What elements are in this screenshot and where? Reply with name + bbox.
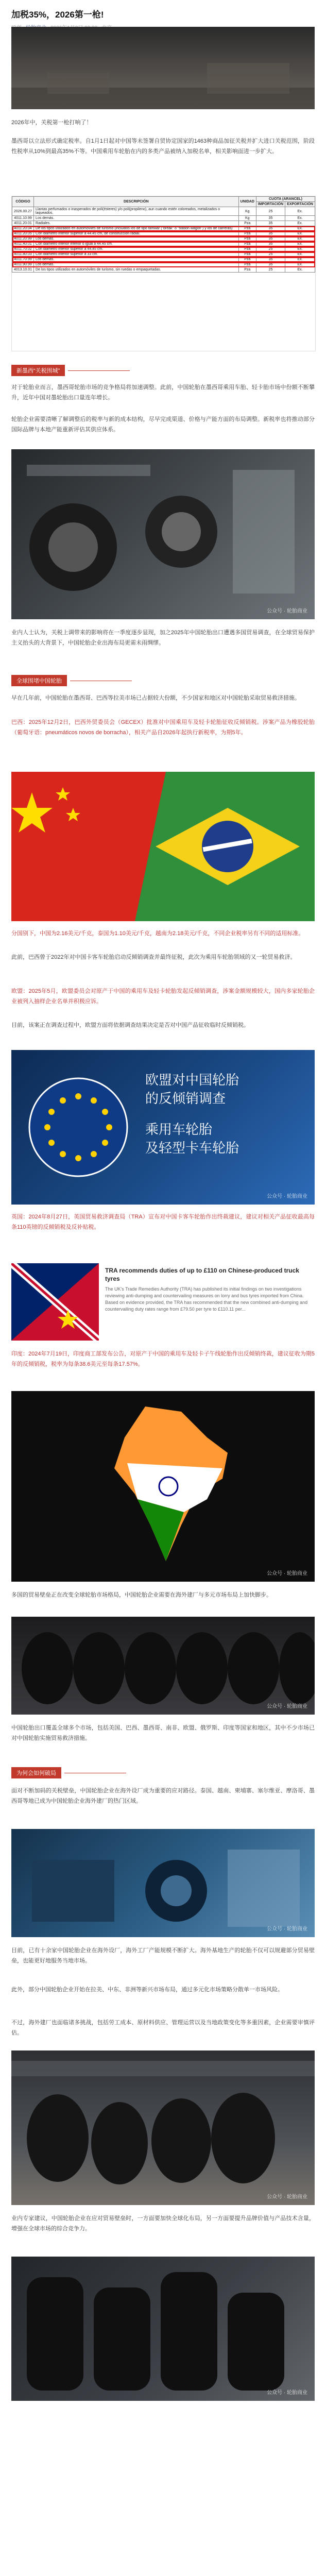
body-paragraph: 业内专家建议，中国轮胎企业在应对贸易壁垒时，一方面要加快全球化布局，另一方面要提升品牌价值与产品技术含量，增强在全球市场的综合竞争力。 xyxy=(11,2215,315,2232)
tariff-row xyxy=(12,267,315,273)
body-paragraph: 目前，已有十余家中国轮胎企业在海外设厂，海外工厂产能规模不断扩大。海外基地生产的轮胎不仅可以规避部分贸易壁垒，也能更好地服务当地市场。 xyxy=(11,1947,315,1964)
production-line-image xyxy=(11,1829,315,1937)
tariff-cell-desc: Llantas perfumados o inasperados de poli(ésteres) y/o poli(propileno), aun cuando estén coloreados, metalizados o laqueados. xyxy=(34,207,239,216)
tariff-cell-exp: Ex. xyxy=(285,247,315,252)
eu-banner-line-2: 的反倾销调查 xyxy=(145,1091,226,1106)
body-paragraph: 业内人士认为，关税上调带来的影响将在一季度逐步显现，加之2025年中国轮胎出口遭遇多国贸易调查，在全球贸易保护主义抬头的大背景下，中国轮胎企业出海布局更需未雨绸缪。 xyxy=(11,630,315,646)
tariff-cell-desc: Los demás. xyxy=(34,262,239,267)
tra-news-card xyxy=(11,1263,315,1341)
uk-paragraph: 英国：2024年8月27日，英国贸易救济调查局（TRA）宣布对中国卡客车轮胎作出终裁建议，建议对相关产品征收最高每条110英镑的反倾销税及反补贴税。 xyxy=(11,1214,315,1230)
col-quota-header: CUOTA (ARANCEL) xyxy=(256,197,315,202)
tariff-cell-imp: 35 xyxy=(256,262,285,267)
body-paragraph: 多国的贸易壁垒正在改变全球轮胎市场格局，中国轮胎企业需要在海外建厂与多元市场布局上加快脚步。 xyxy=(11,1592,272,1598)
tariff-cell-desc: Radiales. xyxy=(34,221,239,226)
tariff-cell-unit: Pza xyxy=(238,242,256,247)
tariff-cell-unit: Pza xyxy=(238,247,256,252)
body-paragraph: 此前，巴西曾于2022年对中国卡客车轮胎启动反倾销调查并最终征税，此次为乘用车轮胎领域的又一轮贸易救济。 xyxy=(11,954,296,960)
tariff-row xyxy=(12,257,315,262)
india-map-image xyxy=(11,1391,315,1582)
body-paragraph: 面对不断加码的关税壁垒，中国轮胎企业在海外设厂成为重要的应对路径。泰国、越南、柬埔寨、塞尔维亚、摩洛哥、墨西哥等地已成为中国轮胎企业海外建厂的热门区域。 xyxy=(11,1788,315,1804)
tariff-row xyxy=(12,207,315,216)
tariff-cell-code: 4011.20.04 xyxy=(12,226,34,231)
tariff-cell-desc: Con diámetro interior superior a 33 cm. xyxy=(34,252,239,257)
tariff-cell-unit: Pza xyxy=(238,267,256,273)
image-watermark: 公众号 · 轮胎商业 xyxy=(267,1704,307,1709)
tariff-cell-imp: 35 xyxy=(256,242,285,247)
image-watermark: 公众号 · 轮胎商业 xyxy=(267,608,307,614)
tariff-cell-exp: Ex. xyxy=(285,236,315,242)
tariff-cell-desc: Los demás. xyxy=(34,257,239,262)
tariff-cell-code: 4011.40.01 xyxy=(12,242,34,247)
tariff-cell-desc: Con diámetro interior superior a 44.45 cm. xyxy=(34,247,239,252)
uk-china-flags-image xyxy=(11,1263,99,1341)
tariff-cell-exp: Ex. xyxy=(285,216,315,221)
tariff-cell-desc: Los demás. xyxy=(34,236,239,242)
section-header-solution xyxy=(11,1767,126,1778)
brazil-paragraph: 巴西：2025年12月2日，巴西外贸委员会（GECEX）批准对中国乘用车及轻卡轮胎征收反倾销税。涉案产品为橡胶轮胎（葡萄牙语：pneumáticos novos de borracha），相关产品自2026年起执行新税率，为期5年。 xyxy=(11,719,315,736)
eu-banner-line-4: 及轻型卡车轮胎 xyxy=(145,1140,239,1156)
tariff-cell-desc: Los demás. xyxy=(34,216,239,221)
tariff-cell-desc: Con diámetro interior superior a 44.45 cm, de construcción radial. xyxy=(34,231,239,236)
tariff-cell-code: 2026.00.27 xyxy=(12,207,34,216)
tariff-row xyxy=(12,262,315,267)
tariff-cell-imp: 25 xyxy=(256,252,285,257)
body-paragraph: 中国轮胎出口覆盖全球多个市场，包括美国、巴西、墨西哥、南非、欧盟、俄罗斯、印度等国家和地区，其中不少市场已对中国轮胎实施贸易救济措施。 xyxy=(11,1725,315,1741)
tariff-cell-unit: Kg xyxy=(238,216,256,221)
section-header-global xyxy=(11,675,132,686)
india-paragraph: 印度：2024年7月19日，印度商工部发布公告，对原产于中国的乘用车及轻卡子午线轮胎作出反倾销终裁，建议征收为期5年的反倾销税，税率为每条38.6美元至每条17.57%。 xyxy=(11,1351,315,1367)
tariff-row xyxy=(12,252,315,257)
image-watermark: 公众号 · 轮胎商业 xyxy=(267,1571,307,1577)
tariff-cell-unit: Pza xyxy=(238,262,256,267)
body-paragraph: 早在几年前，中国轮胎在墨西哥、巴西等拉美市场已占据较大份额，不少国家和地区对中国轮胎采取贸易救济措施。 xyxy=(11,695,300,701)
tire-factory-image xyxy=(11,449,315,619)
tariff-cell-desc: Con diámetro interior inferior o igual a 44.45 cm. xyxy=(34,242,239,247)
india-map-graphic xyxy=(11,1391,315,1582)
col-code-header: CÓDIGO xyxy=(12,197,34,207)
tariff-cell-exp: Ex. xyxy=(285,262,315,267)
tariff-cell-unit: Pza xyxy=(238,257,256,262)
tariff-row xyxy=(12,236,315,242)
tariff-table-body xyxy=(12,207,315,273)
tariff-cell-imp: 35 xyxy=(256,221,285,226)
body-paragraph: 目前，该案正在调查过程中，欧盟方面将依据调查结果决定是否对中国产品征收临时反倾销税。 xyxy=(11,1022,249,1028)
tariff-cell-exp: Ex. xyxy=(285,231,315,236)
tariff-row xyxy=(12,247,315,252)
tariff-cell-exp: Ex. xyxy=(285,267,315,273)
image-watermark: 公众号 · 轮胎商业 xyxy=(267,1926,307,1932)
tariff-cell-exp: Ex. xyxy=(285,221,315,226)
section-divider xyxy=(68,370,130,371)
tariff-row xyxy=(12,242,315,247)
tariff-table xyxy=(12,196,315,273)
tariff-row xyxy=(12,221,315,226)
tariff-cell-code: 4011.20.05 xyxy=(12,231,34,236)
body-paragraph: 对于轮胎业而言，墨西哥轮胎市场的竞争格局将加速调整。此前，中国轮胎在墨西哥乘用车胎、轻卡胎市场中份额不断攀升，近年中国对墨轮胎出口量连年增长。 xyxy=(11,384,315,401)
col-export-header: EXPORTACIÓN xyxy=(285,202,315,207)
eu-banner-text xyxy=(145,1071,239,1157)
article-title: 加税35%，2026第一枪! xyxy=(11,10,104,20)
body-paragraph: 此外，部分中国轮胎企业开始在拉美、中东、非洲等新兴市场布局，通过多元化市场策略分散单一市场风险。 xyxy=(11,1987,283,1993)
tariff-cell-imp: 35 xyxy=(256,236,285,242)
tariff-cell-imp: 25 xyxy=(256,247,285,252)
tariff-cell-exp: Ex. xyxy=(285,207,315,216)
eu-banner-line-3: 乘用车轮胎 xyxy=(145,1122,213,1137)
tariff-cell-imp: 35 xyxy=(256,226,285,231)
section-label: 为何会如何破局 xyxy=(11,1767,61,1778)
tariff-cell-unit: Pza xyxy=(238,231,256,236)
tariff-cell-imp: 35 xyxy=(256,231,285,236)
tariff-cell-unit: Pza xyxy=(238,236,256,242)
tariff-cell-code: 4011.70.02 xyxy=(12,247,34,252)
tariff-table-image xyxy=(11,196,316,351)
tariff-cell-desc: De los tipos utilizados en automóviles de turismo, sin ruedas o empaquetadas. xyxy=(34,267,239,273)
col-import-header: IMPORTACIÓN xyxy=(256,202,285,207)
tariff-cell-code: 4013.10.01 xyxy=(12,267,34,273)
intro-paragraph: 2026年中，关税第一枪打响了！ xyxy=(11,120,92,126)
tariff-cell-code: 4011.70.99 xyxy=(12,257,34,262)
tariff-cell-code: 4011.90.99 xyxy=(12,262,34,267)
tariff-cell-unit: Pza xyxy=(238,226,256,231)
article-header xyxy=(0,0,326,31)
tariff-cell-code: 4011.10.99 xyxy=(12,216,34,221)
tariff-row xyxy=(12,226,315,231)
tariff-cell-desc: De los tipos utilizados en automóviles de turismo (incluidos los de tipo familiar ("break" o "station wagon") y los de carreras) xyxy=(34,226,239,231)
stacked-tires-image xyxy=(11,2257,315,2401)
tire-warehouse-image xyxy=(11,1617,315,1715)
tariff-cell-code: 4011.20.99 xyxy=(12,236,34,242)
tra-body: The UK's Trade Remedies Authority (TRA) has published its initial findings on two investigations reviewing anti-dumping and countervailing measures on lorry and bus tyres imported from China. Based on evidence provided, the TRA has recommended that the new combined anti-dumping and countervailing duty rates range from £79.50 per tyre to £110.11 per... xyxy=(105,1286,308,1312)
tariff-cell-code: 4011.20.01 xyxy=(12,221,34,226)
section-header-mexico xyxy=(11,365,130,376)
brazil-rates-paragraph: 分国别下，中国为2.16美元/千克，泰国为1.10美元/千克，越南为2.18美元/千克，不同企业税率另有不同的适用标准。 xyxy=(11,930,304,937)
section-label: 全球围堵中国轮胎 xyxy=(11,675,67,686)
eu-anti-dumping-banner xyxy=(11,1050,315,1205)
tariff-cell-unit: Kg xyxy=(238,207,256,216)
tariff-cell-imp: 35 xyxy=(256,216,285,221)
col-unit-header: UNIDAD xyxy=(238,197,256,207)
eu-paragraph: 欧盟：2025年5月，欧盟委员会对原产于中国的乘用车及轻卡轮胎发起反倾销调查，涉案金额规模较大，国内多家轮胎企业被列入抽样企业名单并积极应诉。 xyxy=(11,988,315,1005)
tire-production-floor-image xyxy=(11,2050,315,2205)
china-brazil-flags-image xyxy=(11,772,315,921)
tariff-cell-code: 4011.80.03 xyxy=(12,252,34,257)
tariff-cell-exp: Ex. xyxy=(285,242,315,247)
image-watermark: 公众号 · 轮胎商业 xyxy=(267,2194,307,2200)
tariff-cell-unit: Pza xyxy=(238,252,256,257)
tariff-row xyxy=(12,231,315,236)
opening-banner-image xyxy=(11,27,315,109)
tariff-row xyxy=(12,216,315,221)
tariff-cell-unit: Pza xyxy=(238,221,256,226)
tariff-cell-imp: 35 xyxy=(256,257,285,262)
tariff-cell-exp: Ex. xyxy=(285,252,315,257)
col-desc-header: DESCRIPCIÓN xyxy=(34,197,239,207)
tra-headline: TRA recommends duties of up to £110 on Chinese-produced truck tyres xyxy=(105,1267,299,1282)
image-watermark: 公众号 · 轮胎商业 xyxy=(267,2390,307,2396)
body-paragraph: 不过，海外建厂也面临诸多挑战，包括劳工成本、原材料供应、管理运营以及当地政策变化等多重因素，企业需要审慎评估。 xyxy=(11,2020,315,2036)
tariff-cell-imp: 25 xyxy=(256,207,285,216)
body-paragraph: 轮胎企业需要清晰了解调整后的税率与新的成本结构，尽早完成渠道、价格与产能方面的布局调整。新税率也将推动部分国际品牌与本地产能重新评估其供应体系。 xyxy=(11,416,315,433)
body-paragraph: 墨西哥以立法形式确定税率。自1月1日起对中国等未签署自贸协定国家的1463种商品加征关税并扩大进口关税范围，阶段性税率从10%到最高35%不等。中国乘用车轮胎在内的多类产品被纳入加税名单，相关影响面进一步扩大。 xyxy=(11,138,315,155)
tariff-cell-exp: Ex. xyxy=(285,226,315,231)
tra-news-text xyxy=(105,1266,311,1313)
image-watermark: 公众号 · 轮胎商业 xyxy=(267,1194,307,1199)
section-label: 新墨西“关税围城” xyxy=(11,365,65,376)
flags-illustration xyxy=(11,772,315,921)
tariff-cell-imp: 25 xyxy=(256,267,285,273)
eu-banner-line-1: 欧盟对中国轮胎 xyxy=(145,1072,239,1088)
tariff-cell-exp: Ex. xyxy=(285,257,315,262)
